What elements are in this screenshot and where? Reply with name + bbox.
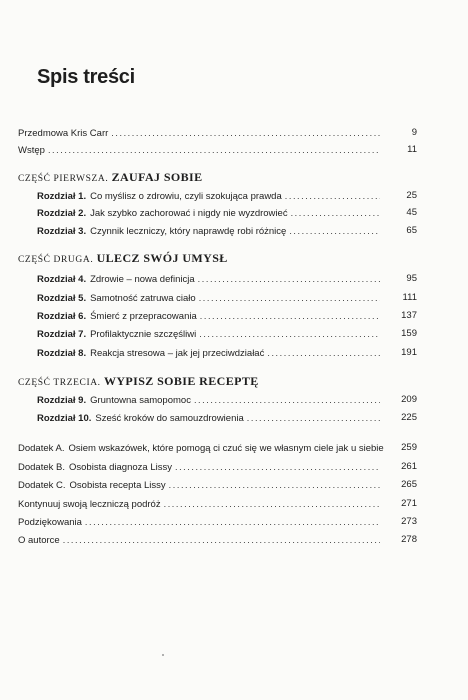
part-subtitle: WYPISZ SOBIE RECEPTĘ: [103, 374, 259, 388]
entry-page: 273: [401, 516, 417, 527]
chapter-number: Rozdział 4.: [37, 274, 87, 285]
leader-dots: [175, 460, 380, 474]
chapter-number: Rozdział 10.: [37, 413, 92, 424]
page-speck: [162, 654, 164, 656]
leader-dots: [285, 189, 380, 203]
toc-entry-chapter: [37, 189, 417, 203]
chapter-number: Rozdział 7.: [37, 329, 87, 340]
toc-entry-chapter: [37, 309, 417, 323]
toc-entry-back: [18, 515, 417, 529]
entry-page: 209: [401, 394, 417, 405]
chapter-number: Rozdział 5.: [37, 293, 87, 304]
toc-entry-foreword: [18, 126, 417, 140]
leader-dots: [48, 143, 380, 157]
entry-page: 261: [401, 461, 417, 472]
leader-dots: [200, 309, 380, 323]
leader-dots: [199, 291, 380, 305]
toc-entry-chapter: [37, 411, 417, 425]
entry-page: 65: [406, 225, 417, 236]
leader-dots: [111, 126, 380, 140]
toc-entry-chapter: [37, 327, 417, 341]
entry-label: Podziękowania: [18, 517, 82, 528]
entry-label: Kontynuuj swoją leczniczą podróż: [18, 499, 161, 510]
toc-entry-appendix: [18, 441, 417, 455]
chapter-number: Rozdział 9.: [37, 395, 87, 406]
entry-page: 11: [407, 144, 417, 155]
chapter-title: Reakcja stresowa – jak jej przeciwdziałać: [90, 348, 265, 359]
chapter-title: Co myślisz o zdrowiu, czyli szokująca prawda: [90, 191, 282, 202]
leader-dots: [198, 272, 380, 286]
leader-dots: [169, 478, 380, 492]
leader-dots: [85, 515, 380, 529]
part-heading-2: [18, 251, 228, 266]
part-subtitle: ZAUFAJ SOBIE: [111, 170, 203, 184]
entry-page: 95: [406, 273, 417, 284]
part-label: CZĘŚĆ DRUGA.: [18, 255, 94, 265]
toc-entry-chapter: [37, 224, 417, 238]
leader-dots: [267, 346, 380, 360]
entry-page: 225: [401, 412, 417, 423]
chapter-title: Profilaktycznie szczęśliwi: [90, 329, 197, 340]
chapter-title: Samotność zatruwa ciało: [90, 293, 196, 304]
chapter-number: Rozdział 2.: [37, 208, 87, 219]
toc-entry-back: [18, 533, 417, 547]
chapter-title: Gruntowna samopomoc: [90, 395, 191, 406]
toc-entry-chapter: [37, 206, 417, 220]
entry-label: O autorce: [18, 535, 60, 546]
chapter-title: Jak szybko zachorować i nigdy nie wyzdrowieć: [90, 208, 288, 219]
page-title: Spis treści: [37, 66, 135, 88]
toc-entry-chapter: [37, 291, 417, 305]
entry-page: 191: [401, 347, 417, 358]
leader-dots: [164, 497, 380, 511]
toc-entry-chapter: [37, 272, 417, 286]
entry-page: 137: [401, 310, 417, 321]
part-heading-3: [18, 374, 259, 389]
toc-entry-back: [18, 497, 417, 511]
part-label: CZĘŚĆ TRZECIA.: [18, 378, 101, 388]
entry-label: Dodatek A.: [18, 443, 65, 454]
entry-page: 111: [402, 292, 417, 303]
leader-dots: [289, 224, 380, 238]
toc-entry-intro: [18, 143, 417, 157]
entry-label: Wstęp: [18, 145, 45, 156]
toc-entry-chapter: [37, 346, 417, 360]
toc-entry-chapter: [37, 393, 417, 407]
chapter-number: Rozdział 1.: [37, 191, 87, 202]
leader-dots: [63, 533, 380, 547]
toc-entry-appendix: [18, 478, 417, 492]
entry-page: 159: [401, 328, 417, 339]
chapter-title: Śmierć z przepracowania: [90, 311, 197, 322]
part-label: CZĘŚĆ PIERWSZA.: [18, 174, 109, 184]
entry-title: Osobista diagnoza Lissy: [69, 462, 172, 473]
chapter-title: Sześć kroków do samouzdrowienia: [95, 413, 244, 424]
entry-page: 25: [406, 190, 417, 201]
chapter-number: Rozdział 3.: [37, 226, 87, 237]
entry-page: 45: [406, 207, 417, 218]
entry-page: 278: [401, 534, 417, 545]
toc-entry-appendix: [18, 460, 417, 474]
chapter-title: Czynnik leczniczy, który naprawdę robi różnicę: [90, 226, 287, 237]
entry-page: 9: [411, 127, 417, 138]
entry-page: 271: [401, 498, 417, 509]
leader-dots: [247, 411, 380, 425]
part-heading-1: [18, 170, 203, 185]
entry-label: Dodatek C.: [18, 480, 66, 491]
entry-page: 259: [401, 442, 417, 453]
chapter-number: Rozdział 6.: [37, 311, 87, 322]
entry-label: Przedmowa Kris Carr: [18, 128, 109, 139]
leader-dots: [194, 393, 380, 407]
entry-title: Osiem wskazówek, które pomogą ci czuć się we własnym ciele jak u siebie: [68, 443, 384, 454]
entry-page: 265: [401, 479, 417, 490]
chapter-number: Rozdział 8.: [37, 348, 87, 359]
chapter-title: Zdrowie – nowa definicja: [90, 274, 195, 285]
entry-label: Dodatek B.: [18, 462, 65, 473]
leader-dots: [291, 206, 380, 220]
part-subtitle: ULECZ SWÓJ UMYSŁ: [96, 251, 228, 265]
entry-title: Osobista recepta Lissy: [69, 480, 166, 491]
leader-dots: [199, 327, 380, 341]
